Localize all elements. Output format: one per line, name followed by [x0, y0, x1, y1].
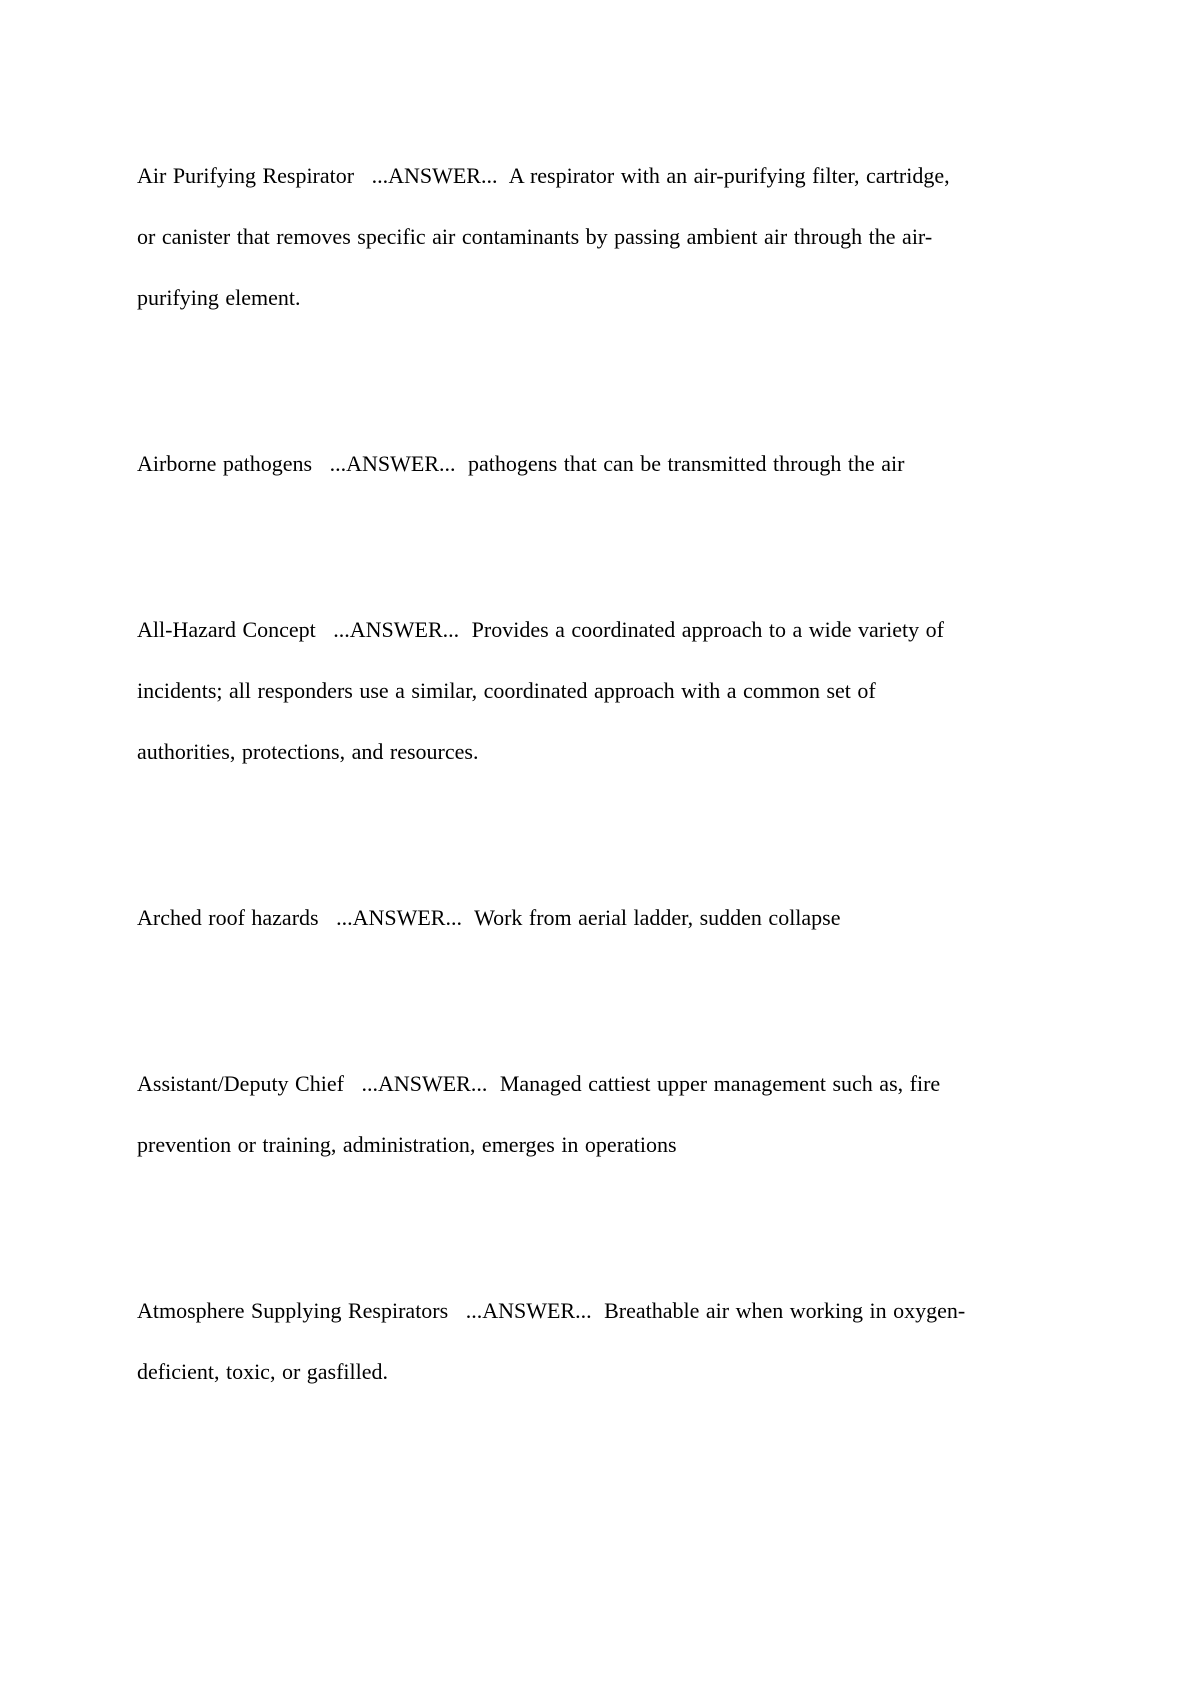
answer-marker: ...ANSWER...	[333, 617, 460, 642]
term-text: Airborne pathogens	[137, 451, 313, 476]
flashcard-entry	[137, 1280, 969, 1402]
definition-text: Provides a coordinated approach to a wide variety of incidents; all responders use a similar, coordinated approach with a common set of authorities, protections, and resources.	[137, 617, 944, 764]
term-text: Air Purifying Respirator	[137, 163, 355, 188]
definition-text: Work from aerial ladder, sudden collapse	[474, 905, 841, 930]
answer-marker: ...ANSWER...	[465, 1298, 592, 1323]
definition-text: Breathable air when working in oxygen-deficient, toxic, or gasfilled.	[137, 1298, 966, 1384]
term-text: All-Hazard Concept	[137, 617, 316, 642]
flashcard-entry	[137, 599, 969, 782]
flashcard-entry	[137, 145, 969, 328]
answer-marker: ...ANSWER...	[361, 1071, 488, 1096]
flashcard-entry	[137, 887, 969, 948]
answer-marker: ...ANSWER...	[371, 163, 498, 188]
definition-text: pathogens that can be transmitted through the air	[468, 451, 905, 476]
answer-marker: ...ANSWER...	[329, 451, 456, 476]
term-text: Atmosphere Supplying Respirators	[137, 1298, 449, 1323]
term-text: Assistant/Deputy Chief	[137, 1071, 344, 1096]
flashcard-entry	[137, 1053, 969, 1175]
flashcard-entry	[137, 433, 969, 494]
flashcard-list	[137, 145, 969, 1402]
definition-text: A respirator with an air-purifying filter, cartridge, or canister that removes specific air contaminants by passing ambient air through the air-purifying element.	[137, 163, 950, 310]
answer-marker: ...ANSWER...	[336, 905, 462, 930]
term-text: Arched roof hazards	[137, 905, 319, 930]
definition-text: Managed cattiest upper management such as, fire prevention or training, administration, emerges in operations	[137, 1071, 941, 1157]
